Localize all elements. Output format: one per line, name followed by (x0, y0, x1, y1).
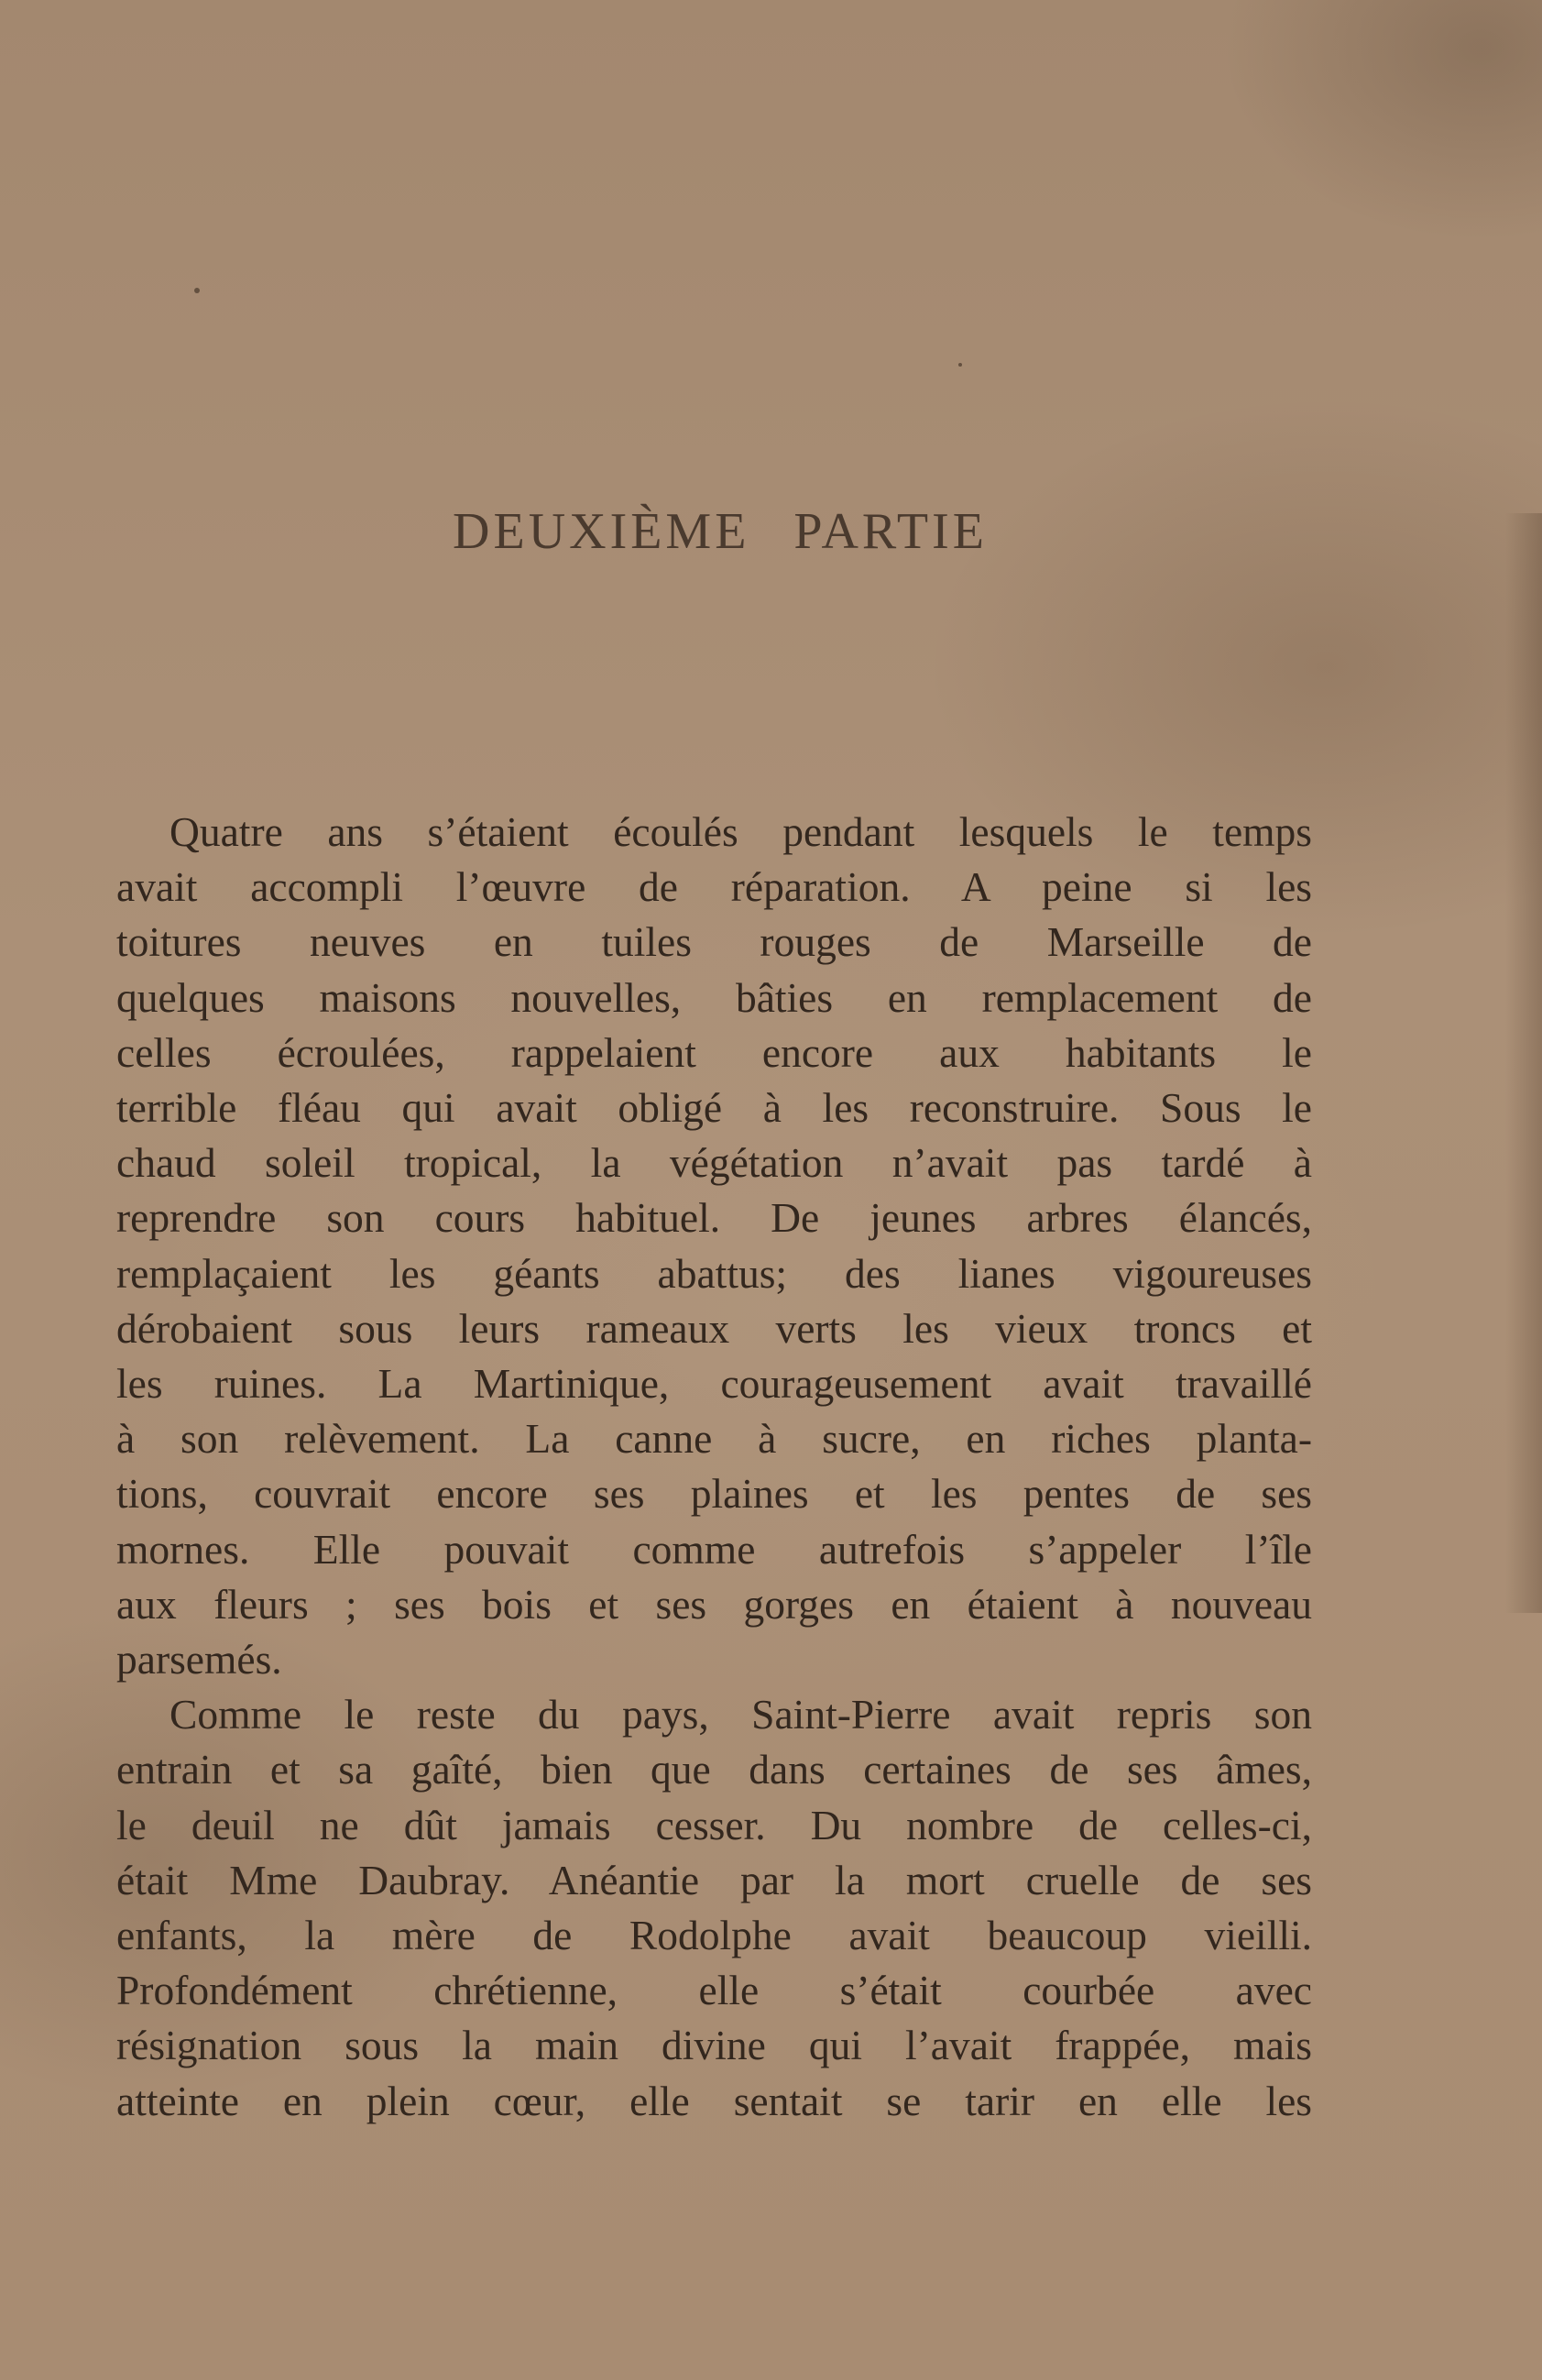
text-line: avait accompli l’œuvre de réparation. A peine si les (116, 863, 1312, 911)
text-line: tions, couvrait encore ses plaines et les pentes de ses (116, 1470, 1312, 1518)
text-line: était Mme Daubray. Anéantie par la mort cruelle de ses (116, 1856, 1312, 1903)
paper-speck (958, 363, 962, 367)
text-line: quelques maisons nouvelles, bâties en remplacement de (116, 973, 1312, 1021)
text-line: aux fleurs ; ses bois et ses gorges en étaient à nouveau (116, 1580, 1312, 1628)
text-line: parsemés. (116, 1636, 282, 1684)
text-line: terrible fléau qui avait obligé à les reconstruire. Sous le (116, 1084, 1312, 1132)
body-text (116, 805, 1312, 2129)
page-edge-shadow (1505, 513, 1542, 1613)
text-line: Quatre ans s’étaient écoulés pendant lesquels le temps (170, 808, 1312, 855)
text-line: atteinte en plein cœur, elle sentait se tarir en elle les (116, 2077, 1312, 2124)
text-line: dérobaient sous leurs rameaux verts les vieux troncs et (116, 1304, 1312, 1352)
text-line: à son relèvement. La canne à sucre, en riches planta- (116, 1415, 1312, 1463)
part-title: DEUXIÈME PARTIE (453, 503, 988, 560)
text-line: reprendre son cours habituel. De jeunes arbres élancés, (116, 1194, 1312, 1242)
text-line: entrain et sa gaîté, bien que dans certaines de ses âmes, (116, 1746, 1312, 1793)
text-line: Comme le reste du pays, Saint-Pierre avait repris son (170, 1691, 1312, 1738)
text-line: résignation sous la main divine qui l’avait frappée, mais (116, 2022, 1312, 2069)
text-line: Profondément chrétienne, elle s’était courbée avec (116, 1967, 1312, 2014)
paper-speck (194, 288, 200, 293)
text-line: le deuil ne dût jamais cesser. Du nombre de celles-ci, (116, 1801, 1312, 1848)
text-line: chaud soleil tropical, la végétation n’avait pas tardé à (116, 1139, 1312, 1187)
paragraph-1 (116, 805, 1312, 1687)
text-line: remplaçaient les géants abattus; des lianes vigoureuses (116, 1249, 1312, 1297)
text-line: celles écroulées, rappelaient encore aux habitants le (116, 1028, 1312, 1076)
paragraph-2 (116, 1687, 1312, 2129)
text-line: mornes. Elle pouvait comme autrefois s’appeler l’île (116, 1525, 1312, 1573)
text-line: toitures neuves en tuiles rouges de Marseille de (116, 918, 1312, 966)
text-line: les ruines. La Martinique, courageusement avait travaillé (116, 1360, 1312, 1408)
text-line: enfants, la mère de Rodolphe avait beaucoup vieilli. (116, 1912, 1312, 1959)
